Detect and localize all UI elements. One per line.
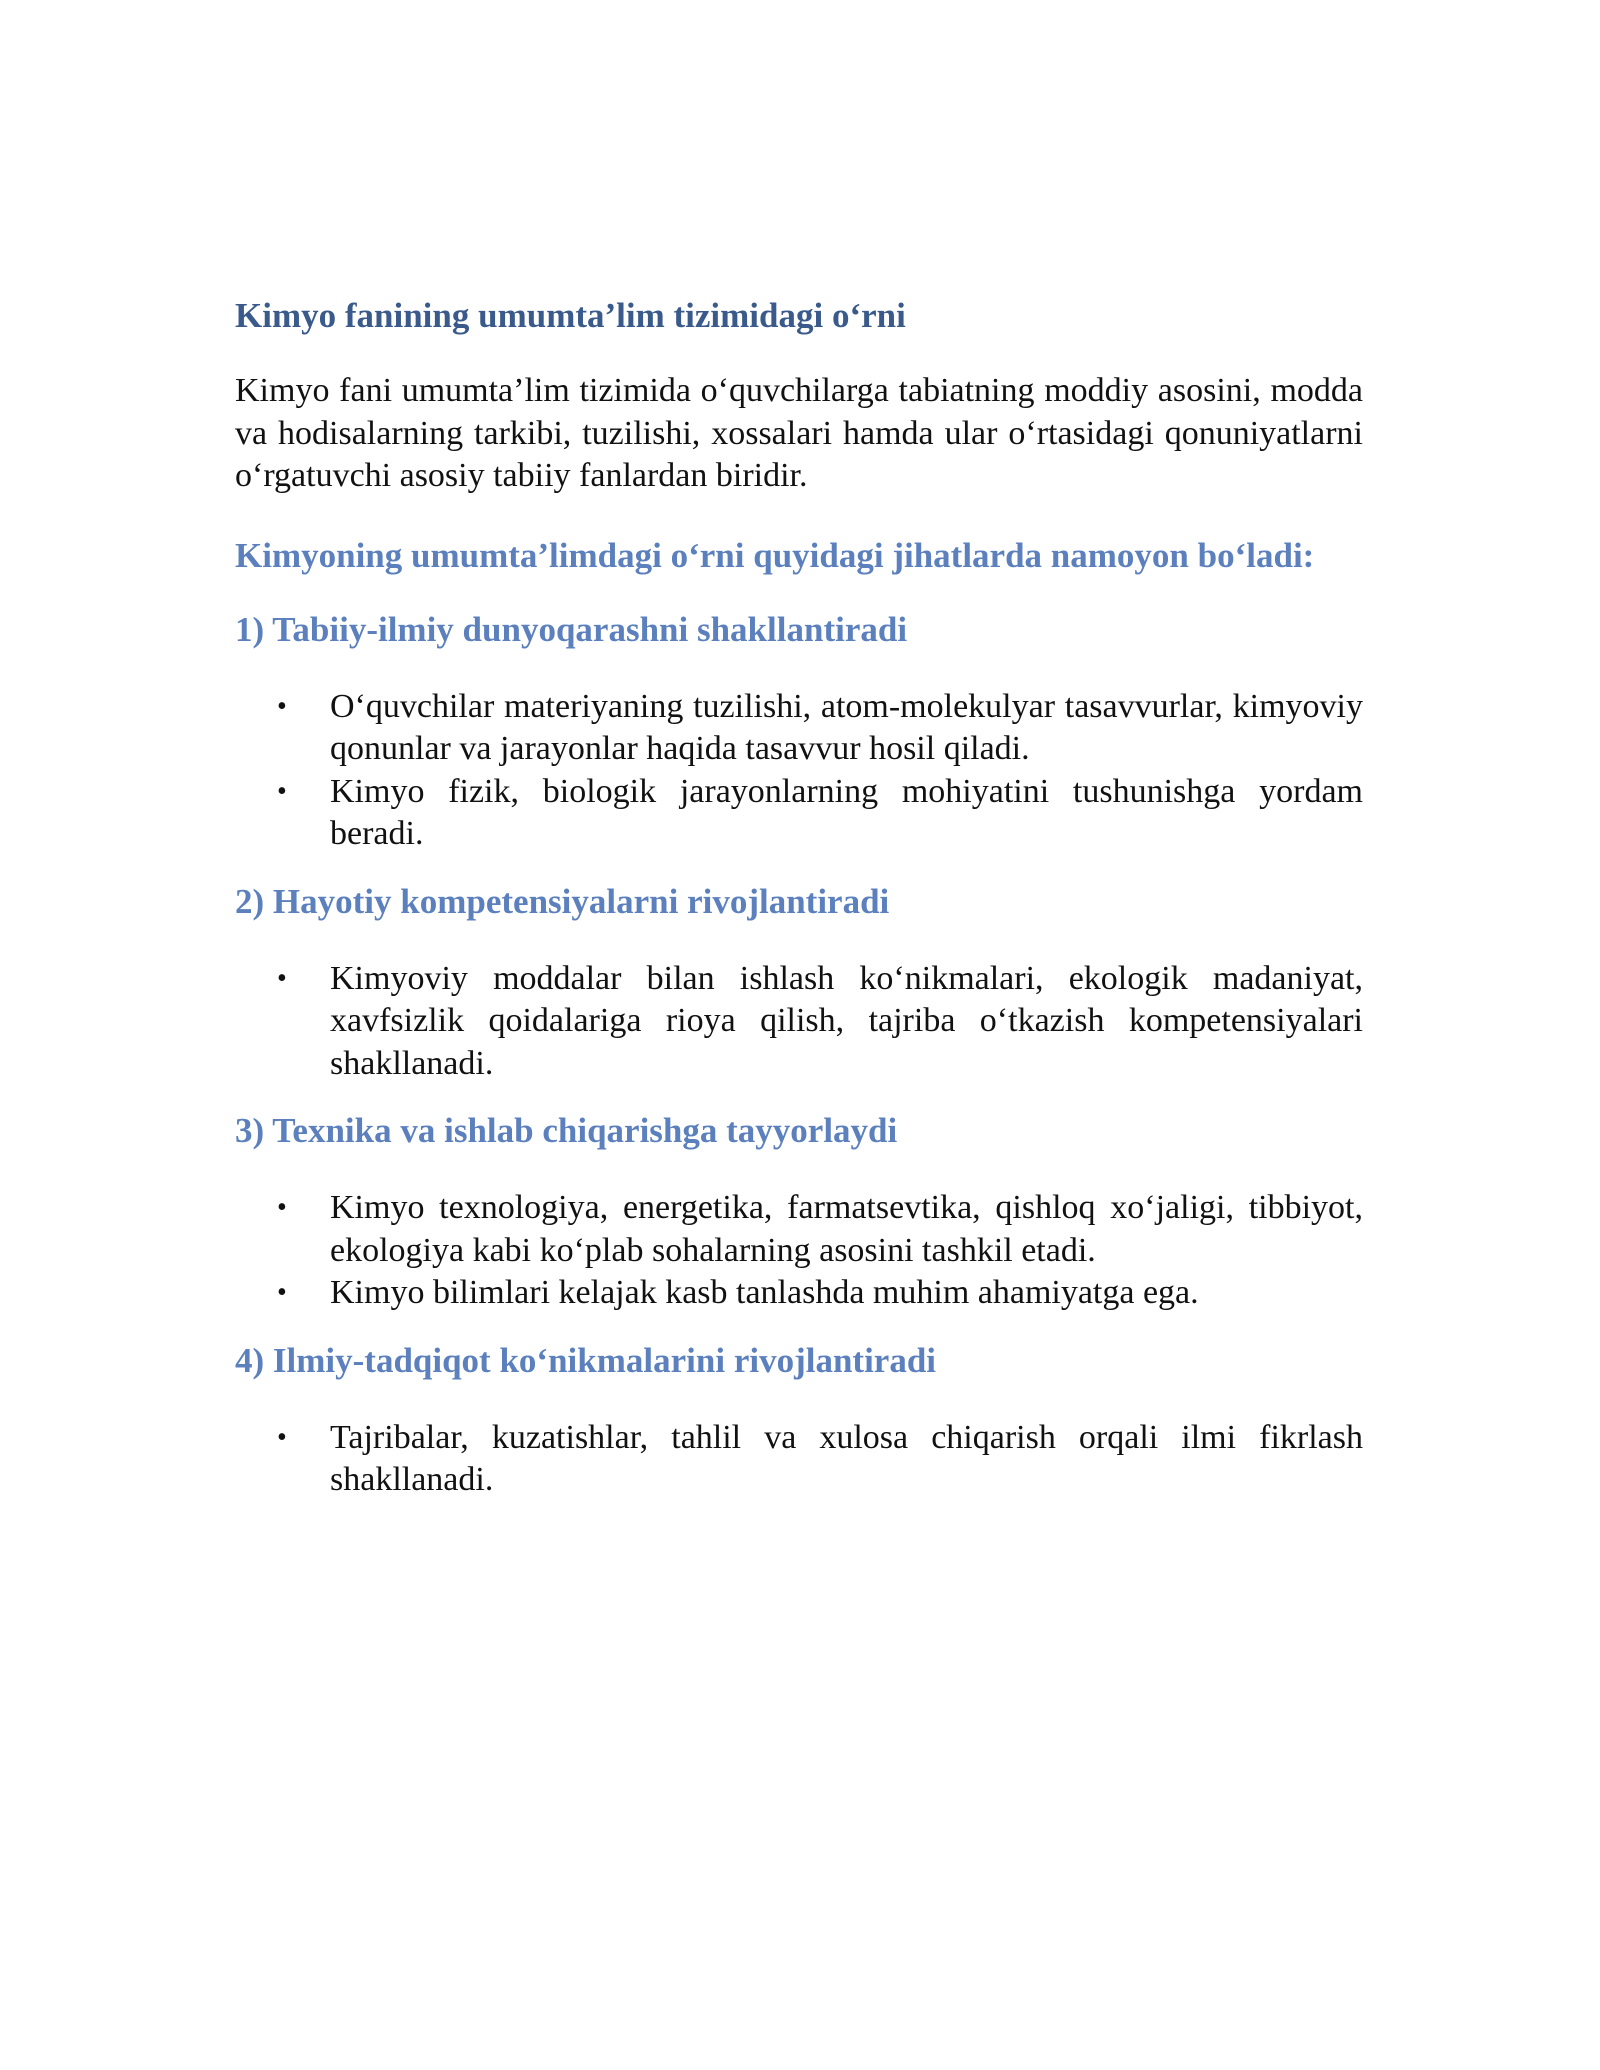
bullet-list <box>235 1187 1363 1315</box>
bullet-icon: • <box>277 962 287 994</box>
section-4 <box>235 1333 1363 1502</box>
intro-paragraph: Kimyo fani umumta’lim tizimida o‘quvchilarga tabiatning moddiy asosini, modda va hodisalarning tarkibi, tuzilishi, xossalari hamda ular o‘rtasidagi qonuniyatlarni o‘rgatuvchi asosiy tabiiy fanlardan biridir. <box>235 372 1363 494</box>
list-item-text: Kimyo bilimlari kelajak kasb tanlashda muhim ahamiyatga ega. <box>330 1274 1199 1311</box>
list-item-text: Kimyoviy moddalar bilan ishlash ko‘nikmalari, ekologik madaniyat, xavfsizlik qoidalariga rioya qilish, tajriba o‘tkazish kompetensiyalari shakllanadi. <box>330 959 1363 1082</box>
list-item-text: Tajribalar, kuzatishlar, tahlil va xulosa chiqarish orqali ilmi fikrlash shakllanadi. <box>330 1418 1363 1498</box>
document-page <box>235 288 1363 1502</box>
section-3 <box>235 1103 1363 1315</box>
bullet-list <box>235 1417 1363 1502</box>
bullet-icon: • <box>277 1277 287 1308</box>
section-2 <box>235 874 1363 1086</box>
lead-heading: Kimyoning umumta’limdagi o‘rni quyidagi jihatlarda namoyon bo‘ladi: <box>235 535 1315 575</box>
list-item <box>277 1417 1363 1502</box>
bullet-icon: • <box>277 1192 287 1223</box>
bullet-icon: • <box>277 1421 287 1453</box>
list-item-text: Kimyo texnologiya, energetika, farmatsevtika, qishloq xo‘jaligi, tibbiyot, ekologiya kabi ko‘plab sohalarning asosini tashkil etadi. <box>330 1189 1363 1269</box>
list-item-text: O‘quvchilar materiyaning tuzilishi, atom-molekulyar tasavvurlar, kimyoviy qonunlar va jarayonlar haqida tasavvur hosil qiladi. <box>330 687 1363 767</box>
list-item <box>277 1187 1363 1272</box>
bullet-list <box>235 958 1363 1086</box>
bullet-icon: • <box>277 690 287 722</box>
list-item-text: Kimyo fizik, biologik jarayonlarning mohiyatini tushunishga yordam beradi. <box>330 772 1363 852</box>
section-heading: 3) Texnika va ishlab chiqarishga tayyorlaydi <box>235 1111 898 1150</box>
list-item <box>277 686 1363 771</box>
section-heading: 4) Ilmiy-tadqiqot ko‘nikmalarini rivojlantiradi <box>235 1340 937 1380</box>
bullet-icon: • <box>277 775 287 807</box>
section-1 <box>235 602 1363 856</box>
section-heading: 1) Tabiiy-ilmiy dunyoqarashni shakllantiradi <box>235 609 908 649</box>
bullet-list <box>235 686 1363 856</box>
document-title: Kimyo fanining umumta’lim tizimidagi o‘rni <box>235 296 906 335</box>
list-item <box>277 1272 1363 1315</box>
list-item <box>277 958 1363 1086</box>
list-item <box>277 771 1363 856</box>
section-heading: 2) Hayotiy kompetensiyalarni rivojlantiradi <box>235 881 890 921</box>
